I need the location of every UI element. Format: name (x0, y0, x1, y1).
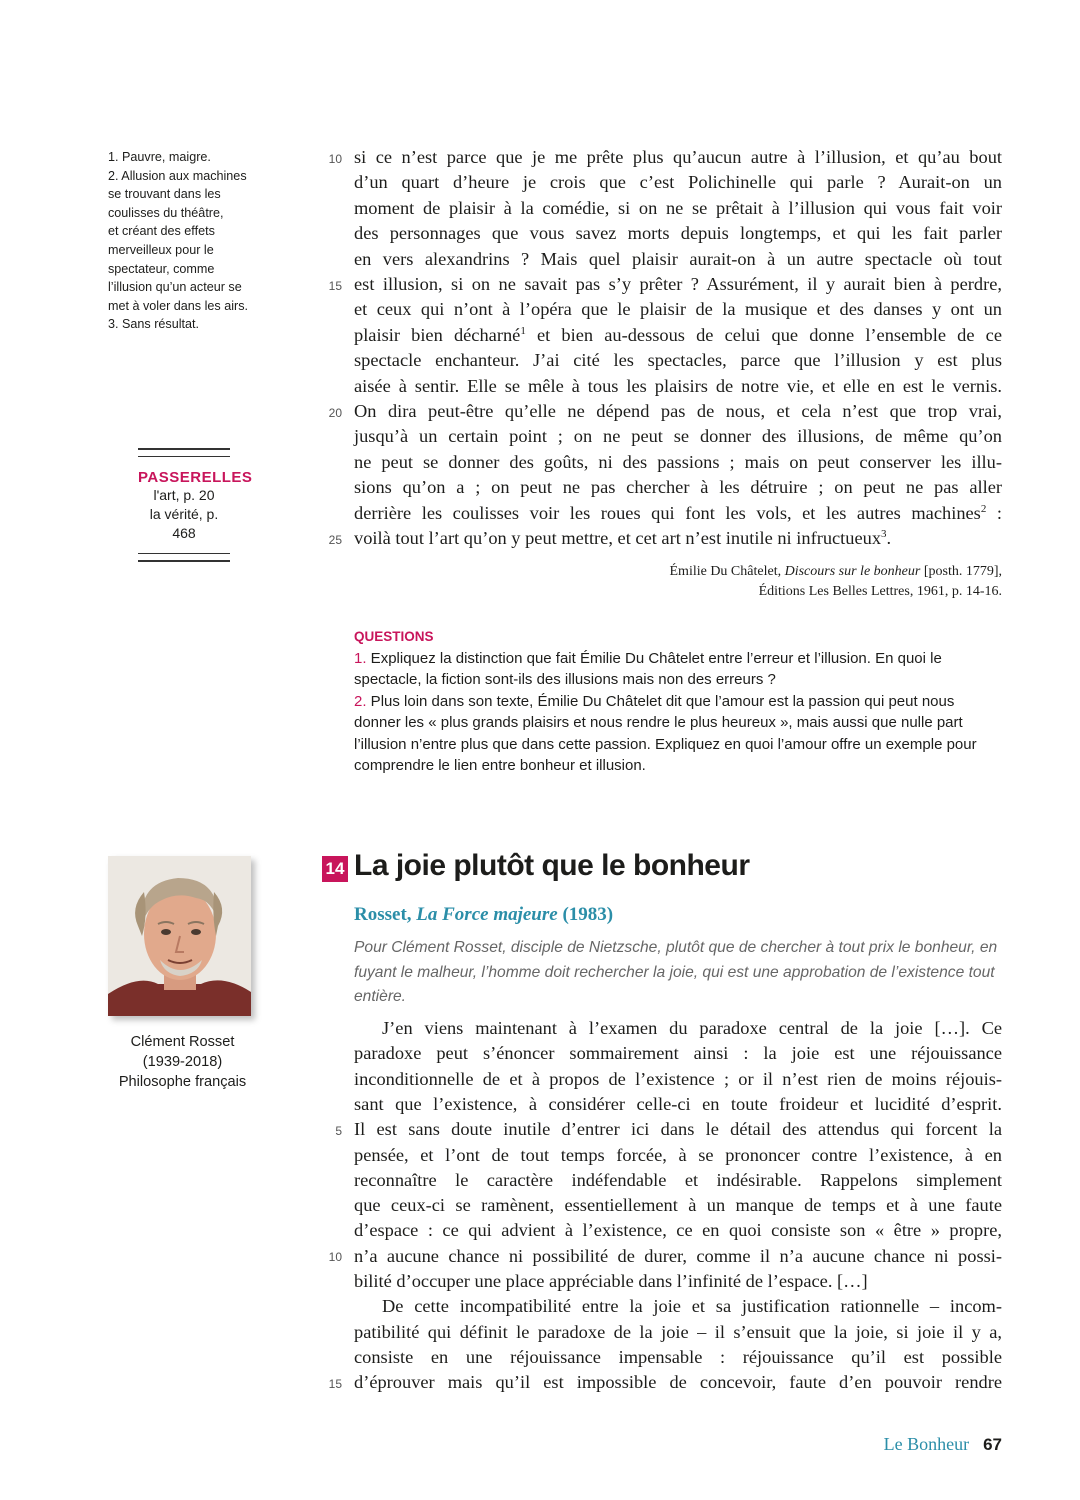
text-line: moment de plaisir à la comédie, si on ne se prêtait à l’illusion qui vous fait voir (354, 197, 1002, 218)
text-line: reconnaître le caractère indéfendable et indésirable. Rappelons simplement (354, 1169, 1002, 1190)
footnote-line: et créant des effets (108, 224, 215, 239)
text-line: aisée à sentir. Elle se mêle à tous les plaisirs de notre vie, et elle en est le vernis. (354, 375, 1002, 396)
text-line: J’en viens maintenant à l’examen du paradoxe central de la joie […]. Ce (382, 1018, 1002, 1038)
text-line: paradoxe peut s’énoncer sommairement ainsi : la joie est une réjouissance (354, 1043, 1002, 1064)
text-line: jusqu’à un certain point ; on ne peut se donner des illusions, de même qu’on (354, 426, 1002, 447)
author-name: Rosset, (354, 904, 417, 925)
text-line: On dira peut-être qu’elle ne dépend pas de nous, et cela n’est que trop vrai, (354, 401, 1002, 421)
text-line: bilité d’occuper une place appréciable dans l’infinité de l’espace. […] (354, 1271, 868, 1291)
portrait-image (108, 856, 251, 1016)
text-line: n’a aucune chance ni possibilité de durer, comme il n’a aucune chance ni possi- (354, 1245, 1002, 1266)
portrait-name: Clément Rosset (130, 1034, 235, 1050)
question-number: 2. (354, 692, 367, 710)
portrait-dates: (1939-2018) (142, 1054, 223, 1070)
line-number: 25 (328, 533, 342, 547)
footnote-line: met à voler dans les airs. (108, 298, 248, 313)
portrait-caption (100, 1032, 265, 1092)
footnote-line: 3. Sans résultat. (108, 317, 200, 332)
text-line: des personnages que vous savez morts depuis longtemps, et qui les fait parler (354, 223, 1002, 244)
text-fragment: voilà tout l’art qu’on y peut mettre, et cet art n’est inutile ni infructueux (354, 528, 882, 548)
page-footer (884, 1434, 1002, 1455)
footnote-line: spectateur, comme (108, 261, 215, 276)
text-line: d’espace : ce qui advient à l’existence, ce en quoi consiste son « être » propre, (354, 1220, 1002, 1241)
passerelles-title: PASSERELLES (138, 469, 253, 486)
text-line (354, 526, 1002, 551)
line-number: 15 (328, 1377, 342, 1391)
text-fragment: plaisir bien décharné (354, 324, 521, 345)
footnote-ref: 3 (881, 527, 887, 540)
footnote-line: l’illusion qu’un acteur se (108, 280, 242, 295)
footnote-ref: 2 (980, 502, 987, 515)
text-line: Il est sans doute inutile d’entrer ici dans le détail des attendus qui forcent la (354, 1119, 1002, 1140)
source-line (670, 562, 1003, 582)
text-line: pensée, et l’ont de tout temps forcée, à se prononcer contre l’existence, à en (354, 1144, 1002, 1165)
question-item (354, 691, 1004, 777)
section-author (354, 904, 613, 926)
text-line: ne peut se donner des goûts, ni des passions ; mais on peut conserver les illu- (354, 451, 1002, 472)
line-number: 5 (335, 1124, 342, 1138)
footer-section: Le Bonheur (883, 1434, 970, 1454)
footnote-line: merveilleux pour le (108, 242, 214, 257)
source-citation (670, 562, 1003, 602)
text-fragment: . (886, 528, 892, 548)
source-author: Émilie Du Châtelet, (669, 564, 785, 579)
question-text: Expliquez la distinction que fait Émilie Du Châtelet entre l’erreur et l’illusion. En quoi le spectacle, la fiction sont-ils des illusions mais non des erreurs ? (354, 649, 942, 688)
text-line: d’éprouver mais qu’il est impossible de concevoir, faute d’en pouvoir rendre (354, 1372, 1002, 1393)
footnote-line: coulisses du théâtre, (108, 205, 224, 220)
source-work: Discours sur le bonheur (784, 564, 921, 579)
line-number: 10 (328, 152, 342, 166)
text-fragment: et bien au-dessous de celui que donne l’ensemble de ce (525, 324, 1002, 345)
question-item (354, 648, 1004, 691)
text-line: spectacle enchanteur. J’ai cité les spectacles, parce que l’illusion y est plus (354, 350, 1002, 371)
question-text: Plus loin dans son texte, Émilie Du Châtelet dit que l’amour est la passion qui peut nous donner les « plus grands plaisirs et nous rendre le plus heureux », mais aussi que nulle part l’illusion n’entre plus que dans cette passion. Expliquez en quoi l’amour offre un exemple pour comprendre le lien entre bonheur et illusion. (354, 692, 977, 774)
footnote-line: se trouvant dans les (108, 187, 221, 202)
text-line: sions qu’on a ; on peut ne pas chercher à les détruire ; on peut ne pas aller (354, 477, 1002, 498)
text-fragment: : (986, 502, 1002, 523)
text-line: d’un quart d’heure je crois que c’est Polichinelle qui parle ? Aurait-on un (354, 172, 1002, 193)
source-date: [posth. 1779], (920, 564, 1002, 579)
passerelles-box (138, 448, 253, 562)
section-intro: Pour Clément Rosset, disciple de Nietzsche, plutôt que de chercher à tout prix le bonheur, en fuyant le malheur, l’homme doit rechercher la joie, qui est une approbation de l’existence tout entière. (354, 939, 998, 1005)
text-line: que ceux-ci se ramènent, essentiellement à un manque de temps et à une faute (354, 1195, 1002, 1216)
footnote-ref: 1 (520, 324, 526, 337)
source-line: Éditions Les Belles Lettres, 1961, p. 14-16. (758, 584, 1002, 599)
text-line: inconditionnelle de et à propos de l’existence ; or il n’est rien de moins réjouis- (354, 1068, 1002, 1089)
text-line: De cette incompatibilité entre la joie et sa justification rationnelle – incom- (382, 1296, 1002, 1317)
page-number: 67 (983, 1435, 1002, 1454)
questions-block (354, 626, 1004, 777)
footnotes (108, 148, 268, 334)
text-line (354, 501, 1002, 526)
line-number: 15 (328, 279, 342, 293)
text-line: patibilité qui définit le paradoxe de la joie – il s’ensuit que la joie, si joie il y a, (354, 1321, 1002, 1342)
text-line: consiste en une réjouissance impensable : réjouissance qu’il est possible (354, 1346, 1002, 1367)
portrait-role: Philosophe français (118, 1074, 247, 1090)
divider (138, 448, 230, 457)
divider (138, 553, 230, 562)
question-number: 1. (354, 649, 367, 667)
passerelles-link[interactable]: l'art, p. 20 (153, 487, 215, 503)
text-line: si ce n’est parce que je me prête plus qu’aucun autre à l’illusion, et qu’au bout (354, 147, 1002, 167)
work-year: (1983) (557, 904, 614, 925)
questions-title: QUESTIONS (354, 629, 434, 644)
text-line: est illusion, si on ne savait pas s’y prêter ? Assurément, il y aurait bien à perdre, (354, 274, 1002, 294)
section-number-badge: 14 (322, 856, 348, 882)
text-line: en vers alexandrins ? Mais quel plaisir aurait-on à un autre spectacle où tout (354, 248, 1002, 269)
text-line: et ceux qui n’ont à l’opéra que le plaisir de la musique et des danses y ont un (354, 299, 1002, 320)
section-title: La joie plutôt que le bonheur (354, 849, 750, 882)
line-number: 10 (328, 1250, 342, 1264)
text-line (354, 323, 1002, 348)
portrait-photo (108, 856, 251, 1016)
passerelles-link[interactable]: la vérité, p. 468 (149, 506, 219, 541)
line-number: 20 (328, 406, 342, 420)
text-line: sant que l’existence, à considérer celle-ci en toute froideur et lucidité d’esprit. (354, 1093, 1002, 1114)
footnote-line: 1. Pauvre, maigre. (108, 150, 211, 164)
footnote-line: 2. Allusion aux machines (108, 168, 247, 183)
work-title: La Force majeure (416, 904, 558, 925)
text-fragment: derrière les coulisses voir les roues qui font les vols, et les autres machines (354, 502, 981, 523)
